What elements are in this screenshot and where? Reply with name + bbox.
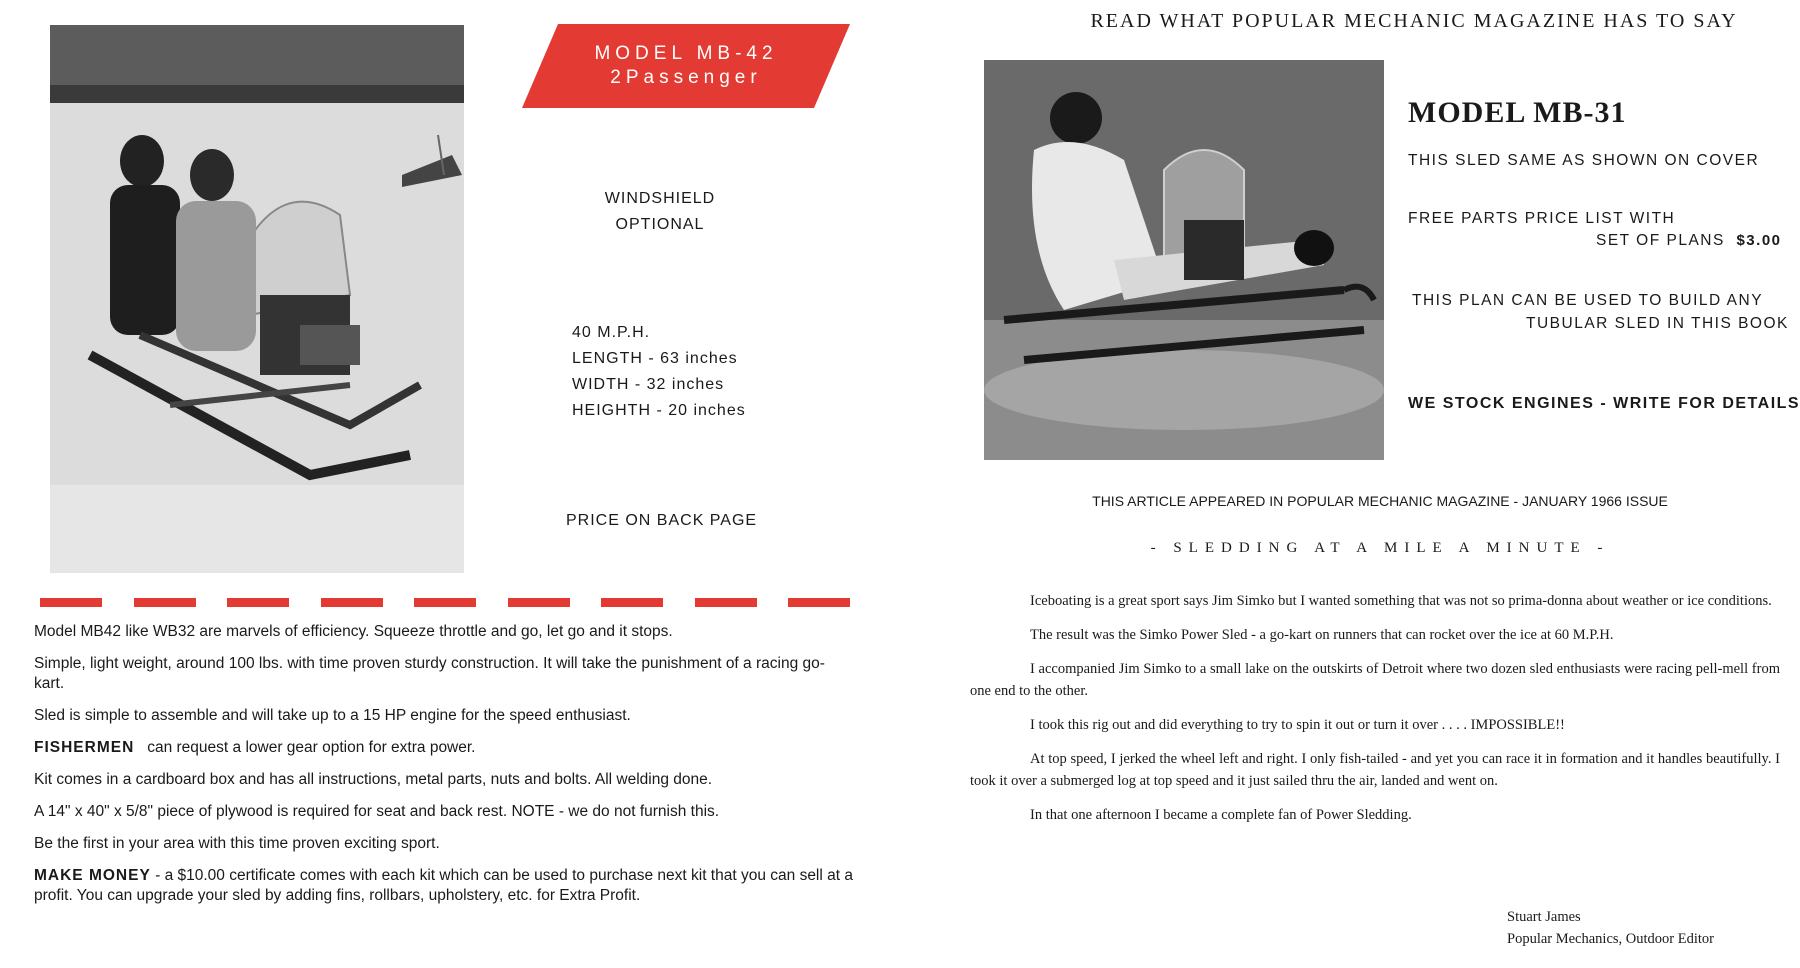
paragraph: Kit comes in a cardboard box and has all instructions, metal parts, nuts and bolts. All welding done. (34, 771, 713, 788)
make-money-label: MAKE MONEY (34, 867, 151, 884)
spec-speed: 40 M.P.H. (572, 324, 651, 341)
plan-use-note-2: TUBULAR SLED IN THIS BOOK (1526, 315, 1789, 332)
signature (1507, 906, 1714, 950)
fishermen-label: FISHERMEN (34, 739, 135, 756)
plans-price: $3.00 (1736, 232, 1782, 249)
spec-list (572, 320, 746, 424)
price-note: PRICE ON BACK PAGE (566, 512, 758, 529)
cover-note: THIS SLED SAME AS SHOWN ON COVER (1408, 152, 1760, 169)
paragraph (34, 738, 854, 758)
spec-width: WIDTH - 32 inches (572, 376, 725, 393)
windshield-line1: WINDSHIELD (604, 190, 716, 207)
author-title: Popular Mechanics, Outdoor Editor (1507, 931, 1714, 947)
article-paragraph: Iceboating is a great sport says Jim Simko but I wanted something that was not so prima-donna about weather or ice conditions. (1030, 593, 1772, 609)
article-paragraph: The result was the Simko Power Sled - a go-kart on runners that can rocket over the ice at 60 M.P.H. (1030, 627, 1614, 643)
red-dash-divider (40, 598, 850, 608)
author-name: Stuart James (1507, 909, 1581, 925)
banner-model: MODEL MB-42 (594, 43, 778, 64)
sled-photo-rider (984, 60, 1384, 460)
article-source-note: THIS ARTICLE APPEARED IN POPULAR MECHANIC MAGAZINE - JANUARY 1966 ISSUE (1092, 493, 1668, 509)
engines-note: WE STOCK ENGINES - WRITE FOR DETAILS (1408, 395, 1800, 412)
model-banner (522, 24, 850, 108)
article-paragraph: At top speed, I jerked the wheel left and right. I only fish-tailed - and yet you can race it in formation and it handles beautifully. I took it over a submerged log at top speed and it just sailed thru the air, landed and went on. (970, 751, 1780, 789)
make-money-text: - a $10.00 certificate comes with each kit which can be used to purchase next kit that you can sell at a profit. You can upgrade your sled by adding fins, rollbars, upholstery, etc. for Extra Profit. (34, 867, 853, 904)
description-copy (34, 622, 854, 918)
model-title: MODEL MB-31 (1408, 96, 1627, 129)
banner-text (522, 24, 850, 108)
windshield-line2: OPTIONAL (615, 216, 705, 233)
paragraph: Simple, light weight, around 100 lbs. with time proven sturdy construction. It will take the punishment of a racing go-kart. (34, 655, 825, 692)
article-paragraph: I took this rig out and did everything to try to spin it out or turn it over . . . . IMPOSSIBLE!! (1030, 717, 1565, 733)
article-body (970, 590, 1780, 838)
sled-photo-illustration (50, 25, 464, 573)
paragraph: Model MB42 like WB32 are marvels of efficiency. Squeeze throttle and go, let go and it stops. (34, 623, 673, 640)
windshield-note (580, 186, 740, 238)
spec-height: HEIGHTH - 20 inches (572, 402, 746, 419)
spec-length: LENGTH - 63 inches (572, 350, 738, 367)
article-paragraph: I accompanied Jim Simko to a small lake on the outskirts of Detroit where two dozen sled enthusiasts were racing pell-mell from one end to the other. (970, 661, 1780, 699)
sled-photo-two-passenger (50, 25, 464, 573)
article-title: - SLEDDING AT A MILE A MINUTE - (1150, 540, 1610, 556)
banner-passenger: 2Passenger (610, 67, 762, 88)
paragraph: Sled is simple to assemble and will take up to a 15 HP engine for the speed enthusiast. (34, 707, 631, 724)
rider-photo-illustration (984, 60, 1384, 460)
fishermen-text: can request a lower gear option for extra power. (147, 739, 476, 756)
paragraph (34, 866, 854, 906)
plans-label: SET OF PLANS (1596, 232, 1725, 249)
article-paragraph: In that one afternoon I became a complete fan of Power Sledding. (1030, 807, 1412, 823)
plans-price-line (1596, 232, 1782, 250)
right-page (960, 0, 1800, 968)
plan-use-note: THIS PLAN CAN BE USED TO BUILD ANY (1412, 292, 1764, 309)
left-page (0, 0, 880, 968)
paragraph: Be the first in your area with this time proven exciting sport. (34, 835, 440, 852)
page-heading: READ WHAT POPULAR MECHANIC MAGAZINE HAS TO SAY (1090, 10, 1738, 32)
paragraph: A 14" x 40" x 5/8" piece of plywood is required for seat and back rest. NOTE - we do not furnish this. (34, 803, 720, 820)
parts-list-note: FREE PARTS PRICE LIST WITH (1408, 210, 1676, 227)
